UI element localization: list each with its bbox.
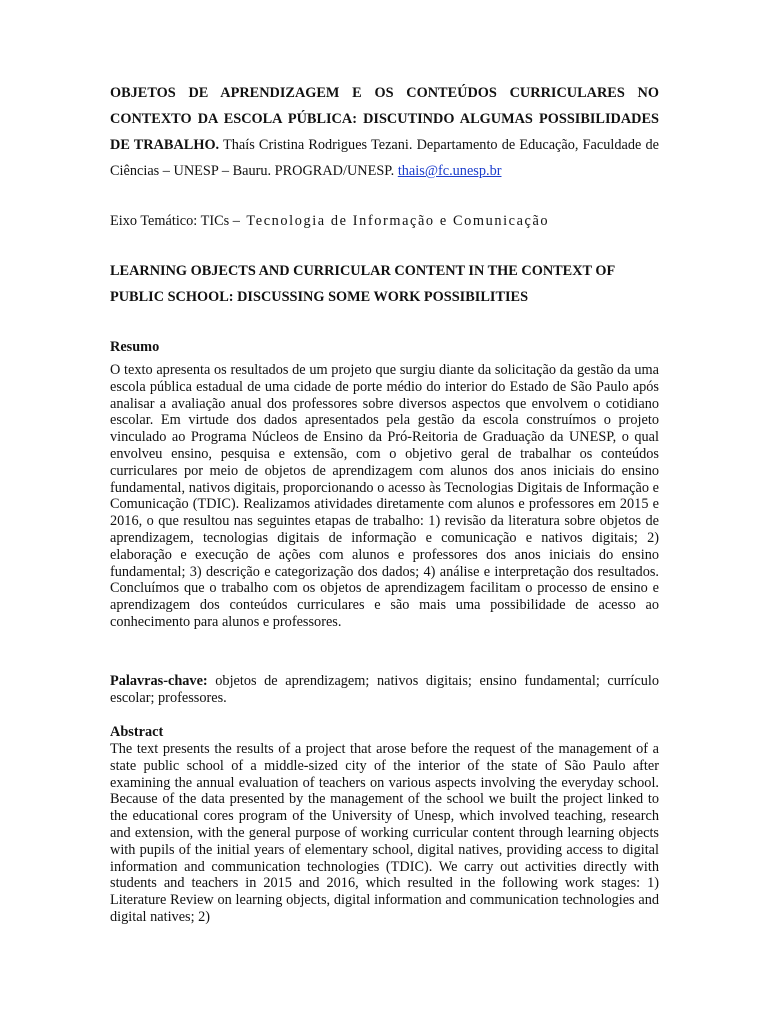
header-block <box>110 80 659 184</box>
abstract-heading: Abstract <box>110 724 164 740</box>
author-email-link[interactable]: thais@fc.unesp.br <box>397 163 502 179</box>
abstract-text: The text presents the results of a project that arose before the request of the management of a state public school of a middle-sized city of the interior of the state of São Paulo after examining the annual evaluation of teachers on various aspects involving the everyday school. Because of the data presented by the management of the school we built the project linked to the educational cores program of the University of Unesp, which involved teaching, research and extension, with the general purpose of working curricular content through learning objects with pupils of the initial years of elementary school, digital natives, providing access to digital information and communication technologies (TDIC). We carry out activities directly with students and teachers in 2015 and 2016, which resulted in the following work stages: 1) Literature Review on learning objects, digital information and communication technologies and digital natives; 2) <box>110 741 659 925</box>
keywords-label: Palavras-chave: <box>110 673 208 689</box>
eixo-value: – Tecnologia de Informação e Comunicação <box>232 213 550 229</box>
keywords <box>110 673 659 707</box>
keywords-text: objetos de aprendizagem; nativos digitais; ensino fundamental; currículo escolar; professores. <box>110 673 660 706</box>
paper-title-en: LEARNING OBJECTS AND CURRICULAR CONTENT IN THE CONTEXT OF PUBLIC SCHOOL: DISCUSSING SOME WORK POSSIBILITIES <box>110 263 615 305</box>
resumo-heading: Resumo <box>110 339 160 355</box>
eixo-tematico <box>110 208 659 234</box>
eixo-label: Eixo Temático: TICs <box>110 213 230 229</box>
resumo-text: O texto apresenta os resultados de um projeto que surgiu diante da solicitação da gestão da uma escola pública estadual de uma cidade de porte médio do interior do Estado de São Paulo após analisar a avaliação anual dos professores sobre diversos aspectos que envolvem o cotidiano escolar. Em virtude dos dados apresentados pela gestão da escola construímos o projeto vinculado ao Programa Núcleos de Ensino da Pró-Reitoria de Graduação da UNESP, o qual envolveu ensino, pesquisa e extensão, com o objetivo geral de trabalhar os conteúdos curriculares por meio de objetos de aprendizagem com alunos dos anos iniciais do ensino fundamental, nativos digitais, proporcionando o acesso às Tecnologias Digitais de Informação e Comunicação (TDIC). Realizamos atividades diretamente com alunos e professores em 2015 e 2016, o que resultou nas seguintes etapas de trabalho: 1) revisão da literatura sobre objetos de aprendizagem, tecnologias digitais de informação e comunicação e nativos digitais; 2) elaboração e execução de ações com alunos e professores dos anos iniciais do ensino fundamental; 3) descrição e categorização dos dados; 4) análise e interpretação dos resultados. Concluímos que o trabalho com os objetos de aprendizagem facilitam o processo de ensino e aprendizagem dos conteúdos curriculares e são mais uma possibilidade de acesso ao conhecimento para alunos e professores. <box>110 362 659 630</box>
author-affiliation: Thaís Cristina Rodrigues Tezani. Departamento de Educação, Faculdade de Ciências – UNESP – Bauru. PROGRAD/UNESP. <box>110 137 659 179</box>
paper-title-pt: OBJETOS DE APRENDIZAGEM E OS CONTEÚDOS CURRICULARES NO CONTEXTO DA ESCOLA PÚBLICA: DISCUTINDO ALGUMAS POSSIBILIDADES DE TRABALHO. <box>110 85 659 153</box>
